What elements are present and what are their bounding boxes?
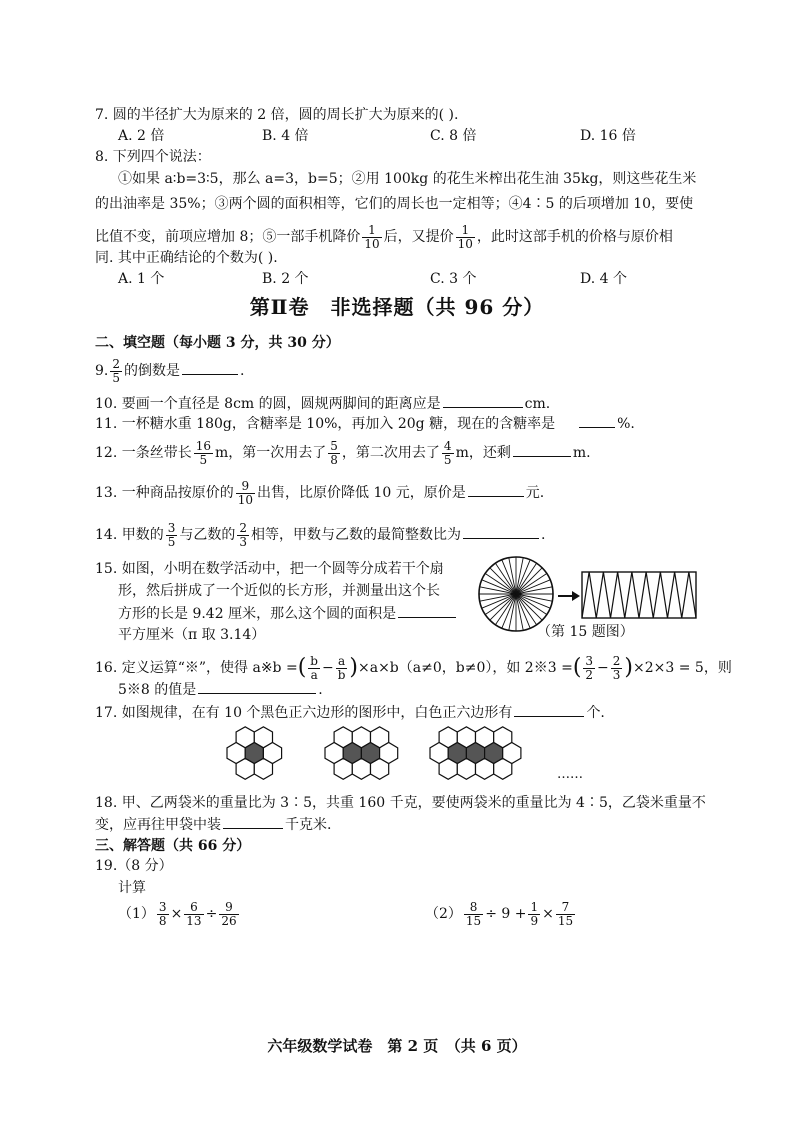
q19-part2: （2） $\frac{8}{15}$ ÷ 9 + $\frac{1}{9}$ × $\frac{7}{15}$: [425, 899, 574, 928]
section2-title: 二、填空题（每小题 3 分，共 30 分）: [95, 335, 340, 351]
black-hexagon: [245, 743, 263, 764]
q15-line2: 形，然后拼成了一个近似的长方形，并测量出这个长: [118, 583, 440, 599]
q7-text: 7. 圆的半径扩大为原来的 2 倍，圆的周长扩大为原来的( ).: [95, 107, 459, 123]
q8-line4: 同. 其中正确结论的个数为( ).: [95, 250, 278, 266]
white-hexagon: [263, 743, 281, 764]
sector-line: [516, 568, 542, 594]
q15-line3: 方形的长是 9.42 厘米，那么这个圆的面积是: [118, 603, 458, 624]
q8-line3-a: 比值不变，前项应增加 8；⑤一部手机降价: [95, 229, 361, 245]
q8-title: 8. 下列四个说法：: [95, 149, 211, 165]
q18-line1: 18. 甲、乙两袋米的重量比为 3∶5，共重 160 千克，要使两袋米的重量比为 4∶5，乙袋米重量不: [95, 795, 706, 811]
q8-line3-b: 后，又提价: [383, 229, 454, 245]
q7-option-a: A. 2 倍: [118, 128, 165, 144]
q15-line4: 平方厘米（π 取 3.14）: [118, 627, 266, 643]
q8-option-c: C. 3 个: [430, 271, 477, 287]
q12-answer-blank[interactable]: [513, 442, 571, 457]
part2-heading: 第Ⅱ卷 非选择题（共 96 分）: [249, 295, 545, 319]
q8-line3-c: ，此时这部手机的价格与原价相: [476, 229, 673, 245]
q14-answer-blank[interactable]: [463, 524, 539, 539]
q8-line1: ①如果 a∶b=3∶5，那么 a=3，b=5；②用 100kg 的花生米榨出花生油 35kg，则这些花生米: [118, 171, 697, 187]
q9-answer-blank[interactable]: [182, 360, 238, 375]
sector-line: [516, 594, 542, 620]
q17-ellipsis: ……: [557, 767, 583, 782]
white-hexagon: [325, 743, 343, 764]
q12-fraction-3: $\frac{4}{5}$: [443, 438, 452, 467]
q7-option-b: B. 4 倍: [262, 128, 309, 144]
q19-subtitle: 计算: [118, 880, 146, 896]
q14: 14. 甲数的 $\frac{3}{5}$ 与乙数的 $\frac{2}{3}$ 相等，甲数与乙数的最简整数比为 .: [95, 520, 546, 549]
q16-line2: 5※8 的值是 .: [118, 679, 323, 700]
q13: 13. 一种商品按原价的 $\frac{9}{10}$ 出售，比原价降低 10 元，原价是 元.: [95, 478, 545, 507]
q18-answer-blank[interactable]: [223, 814, 283, 829]
sector-line: [490, 594, 516, 620]
black-hexagon: [448, 743, 466, 764]
q13-answer-blank[interactable]: [468, 482, 524, 497]
q16-answer-blank[interactable]: [198, 679, 316, 694]
white-hexagon: [380, 743, 398, 764]
q18-line2: 变，应再往甲袋中装 千克米.: [95, 814, 331, 835]
q12-fraction-2: $\frac{5}{8}$: [330, 438, 338, 467]
black-hexagon: [485, 743, 503, 764]
q8-fraction-2: $\frac{1}{10}$: [457, 222, 473, 251]
q12-fraction-1: $\frac{16}{5}$: [195, 438, 211, 467]
q9-fraction: $\frac{2}{5}$: [112, 356, 120, 385]
q15-line1: 15. 如图，小明在数学活动中，把一个圆等分成若干个扇: [95, 561, 444, 577]
q14-fraction-1: $\frac{3}{5}$: [167, 520, 176, 549]
q15-caption: （第 15 题图）: [537, 624, 634, 640]
q16-line1: 16. 定义运算“※”，使得 a※b =( $\frac{b}{a}$ − $\frac{a}{b}$ )×a×b（a≠0，b≠0），如 2※3 =( $\frac{3}{2}$ − $\frac{2}{3}$ )×2×3 = 5，则: [95, 653, 732, 682]
q8-option-d: D. 4 个: [580, 271, 627, 287]
zigzag-sectors: [582, 572, 696, 618]
q17-answer-blank[interactable]: [514, 702, 584, 717]
q17: 17. 如图规律，在有 10 个黑色正六边形的图形中，白色正六边形有 个.: [95, 702, 605, 723]
q19-title: 19.（8 分）: [95, 858, 173, 874]
q11: 11. 一杯糖水重 180g，含糖率是 10%，再加入 20g 糖，现在的含糖率是 %.: [95, 413, 635, 434]
approx-rectangle: [582, 572, 696, 618]
arrow-icon: [572, 591, 580, 601]
q8-option-a: A. 1 个: [118, 271, 165, 287]
q12: 12. 一条丝带长 $\frac{16}{5}$ m，第一次用去了 $\frac{5}{8}$ ，第二次用去了 $\frac{4}{5}$ m，还剩 m.: [95, 438, 591, 467]
rectangle-sectors: [582, 572, 696, 618]
q14-fraction-2: $\frac{2}{3}$: [239, 520, 247, 549]
q7-option-c: C. 8 倍: [430, 128, 477, 144]
sector-circle: [479, 557, 553, 631]
q13-fraction: $\frac{9}{10}$: [237, 478, 253, 507]
q11-answer-blank[interactable]: [579, 413, 615, 428]
black-hexagon: [343, 743, 361, 764]
q15-answer-blank[interactable]: [398, 603, 456, 618]
sector-line: [490, 568, 516, 594]
q19-part1: （1） $\frac{3}{8}$ × $\frac{6}{13}$ ÷ $\frac{9}{26}$: [118, 899, 237, 928]
q8-fraction-1: $\frac{1}{10}$: [364, 222, 380, 251]
q7-option-d: D. 16 倍: [580, 128, 636, 144]
black-hexagon: [466, 743, 484, 764]
q9: 9. $\frac{2}{5}$ 的倒数是 .: [95, 356, 245, 385]
section3-title: 三、解答题（共 66 分）: [95, 838, 251, 854]
black-hexagon: [361, 743, 379, 764]
q8-option-b: B. 2 个: [262, 271, 309, 287]
page-footer: 六年级数学试卷 第 2 页 （共 6 页）: [267, 1037, 527, 1055]
white-hexagon: [430, 743, 448, 764]
q10-answer-blank[interactable]: [443, 393, 523, 408]
q10: 10. 要画一个直径是 8cm 的圆，圆规两脚间的距离应是 cm.: [95, 393, 550, 414]
white-hexagon: [503, 743, 521, 764]
q17-hexagon-pattern: [225, 722, 565, 784]
q8-line2: 的出油率是 35%；③两个圆的面积相等，它们的周长也一定相等；④4∶5 的后项增加 10，要使: [95, 196, 694, 212]
white-hexagon: [227, 743, 245, 764]
